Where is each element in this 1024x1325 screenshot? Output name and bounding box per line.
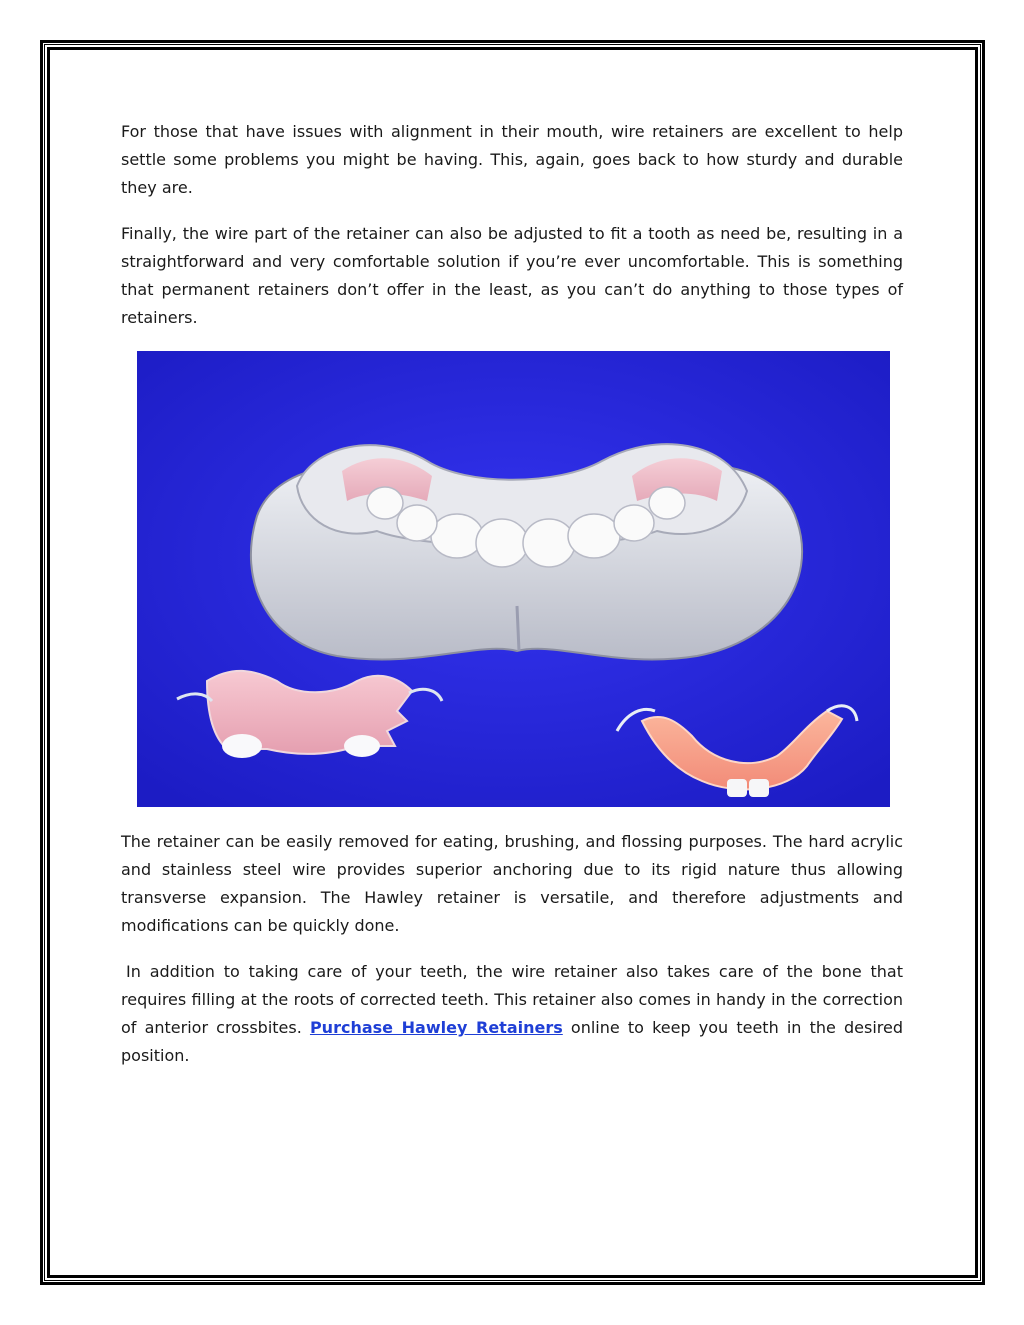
paragraph-4	[121, 958, 903, 1070]
paragraph-2: Finally, the wire part of the retainer can also be adjusted to fit a tooth as need be, resulting in a straightforward and very comfortable solution if you’re ever uncomfortable. This is something that permanent retainers don’t offer in the least, as you can’t do anything to those types of retainers.	[121, 224, 903, 327]
text-block-bottom	[121, 828, 903, 1088]
paragraph-3: The retainer can be easily removed for eating, brushing, and flossing purposes. The hard acrylic and stainless steel wire provides superior anchoring due to its rigid nature thus allowing transverse expansion. The Hawley retainer is versatile, and therefore adjustments and modifications can be quickly done.	[121, 832, 903, 935]
paragraph-1: For those that have issues with alignment in their mouth, wire retainers are excellent to help settle some problems you might be having. This, again, goes back to how sturdy and durable they are.	[121, 122, 903, 197]
purchase-hawley-retainers-link[interactable]: Purchase Hawley Retainers	[309, 1018, 563, 1037]
retainer-photo	[137, 351, 890, 807]
text-block-top	[121, 118, 903, 350]
paragraph-4-text-before: In addition to taking care of your teeth, the wire retainer also takes care of the bone that requires filling at the roots of corrected teeth. This retainer also comes in handy in the correction of anterior crossbites.	[121, 962, 903, 1037]
paragraph-4-text-after: online to keep you teeth in the desired position.	[121, 1018, 904, 1065]
